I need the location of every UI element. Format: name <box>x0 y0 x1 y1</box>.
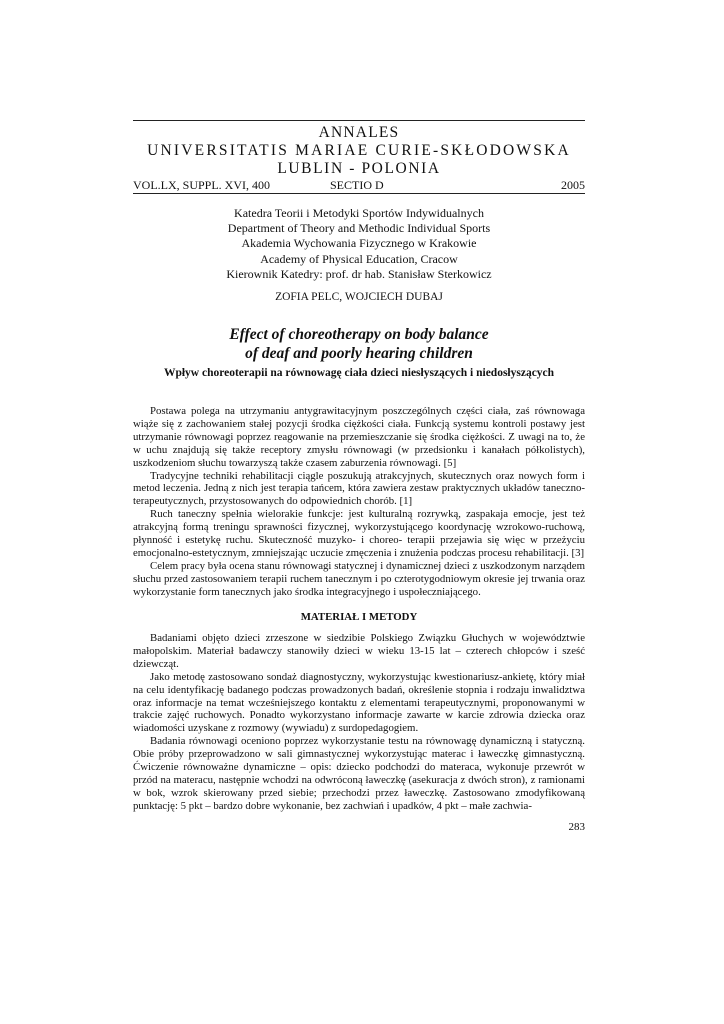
authors: ZOFIA PELC, WOJCIECH DUBAJ <box>275 291 443 303</box>
affiliation-line: Academy of Physical Education, Cracow <box>260 251 458 266</box>
page-number: 283 <box>568 821 585 833</box>
paper-title-line1: Effect of choreotherapy on body balance <box>229 326 489 343</box>
paragraph: Celem pracy była ocena stanu równowagi statycznej i dynamicznej dzieci z uszkodzonym narządem słuchu przed zastosowaniem terapii ruchem tanecznym i po czterotygodniowym okresie jej trwania oraz wykorzystanie form tanecznych jako środka integracyjnego i uspołeczniającego. <box>133 559 585 598</box>
affiliation-line: Katedra Teorii i Metodyki Sportów Indywidualnych <box>234 206 484 220</box>
paragraph: Badaniami objęto dzieci zrzeszone w siedzibie Polskiego Związku Głuchych w województwie małopolskim. Materiał badawczy stanowiły dzieci w wieku 13-15 lat – czterech chłopców i sześć dziewcząt. <box>133 632 585 670</box>
paper-title <box>133 326 585 363</box>
affiliation-line: Kierownik Katedry: prof. dr hab. Stanisław Sterkowicz <box>226 266 492 281</box>
section-heading: MATERIAŁ I METODY <box>300 611 418 623</box>
header-rule-top <box>133 120 585 121</box>
journal-name-line2: UNIVERSITATIS MARIAE CURIE-SKŁODOWSKA <box>147 142 571 159</box>
volume-row <box>133 178 585 193</box>
section-info: SECTIO D <box>330 178 384 192</box>
paragraph: Postawa polega na utrzymaniu antygrawitacyjnym poszczególnych części ciała, zaś równowaga wiąże się z zachowaniem stałej pozycji środka ciężkości ciała. Funkcją systemu kontroli postawy jest utrzymanie równowagi poprzez reagowanie na przemieszczanie się środka ciężkości. Z uwagi na to, że w uchu znajdują się także receptory zmysłu równowagi (w przedsionku i kanałach półkolistych), uszkodzeniom słuchu towarzyszą także czasem zaburzenia równowagi. [5] <box>133 405 585 469</box>
paragraph: Badania równowagi oceniono poprzez wykorzystanie testu na równowagę dynamiczną i statyczną. Obie próby przeprowadzono w sali gimnastycznej wykorzystując materac i ławeczkę gimnastyczną. Ćwiczenie równoważne dynamiczne – opis: dziecko podchodzi do materaca, wykonuje przewrót w przód na materacu, następnie wchodzi na odwróconą ławeczkę (asekuracja z dwóch stron), z ramionami w bok, wzrok skierowany przed siebie; przechodzi przez ławeczkę. Zastosowano zmodyfikowaną punktację: 5 pkt – bardzo dobre wykonanie, bez zachwiań i upadków, 4 pkt – małe zachwia- <box>133 735 585 812</box>
paper-title-line2: of deaf and poorly hearing children <box>245 344 473 362</box>
journal-name-line3: LUBLIN - POLONIA <box>277 160 441 177</box>
paragraph: Tradycyjne techniki rehabilitacji ciągle poszukują atrakcyjnych, skutecznych oraz nowych form i metod leczenia. Jedną z nich jest terapia tańcem, która zawiera zestaw praktycznych układów taneczno-terapeutycznych, przystosowanych do odpowiednich chorób. [1] <box>133 469 585 508</box>
introduction-text <box>133 405 585 599</box>
paragraph: Jako metodę zastosowano sondaż diagnostyczny, wykorzystując kwestionariusz-ankietę, który miał na celu identyfikację badanego podczas prowadzonych badań, określenie stopnia i rodzaju inwalidztwa oraz informacje na temat wcześniejszego kontaktu z elementami terapeutycznymi, proponowanymi w trakcie zajęć ruchowych. Ponadto wykorzystano informacje zawarte w karcie zdrowia dziecka oraz wiadomości uzyskane z rozmowy (wywiadu) z surdopedagogiem. <box>133 670 585 735</box>
year: 2005 <box>561 178 585 192</box>
header-rule-bottom <box>133 193 585 194</box>
affiliation-line: Akademia Wychowania Fizycznego w Krakowie <box>241 236 477 251</box>
journal-name-line1: ANNALES <box>318 124 400 141</box>
volume-info: VOL.LX, SUPPL. XVI, 400 <box>133 178 271 192</box>
paper-subtitle: Wpływ choreoterapii na równowagę ciała dzieci niesłyszących i niedosłyszących <box>163 367 555 379</box>
affiliation-line: Department of Theory and Methodic Individual Sports <box>227 221 491 236</box>
paragraph: Ruch taneczny spełnia wielorakie funkcje: jest kulturalną rozrywką, zaspakaja emocje, jest też atrakcyjną formą treningu sprawności fizycznej, wykorzystującego koordynację wzrokowo-ruchową, płynność i estetykę ruchu. Skuteczność muzyko- i choreo- terapii przejawia się więc w przeżyciu emocjonalno-estetycznym, zmniejszając uczucie zmęczenia i znużenia podczas procesu rehabilitacji. [3] <box>133 508 585 559</box>
methods-text <box>133 632 585 813</box>
affiliation-block <box>133 206 585 282</box>
